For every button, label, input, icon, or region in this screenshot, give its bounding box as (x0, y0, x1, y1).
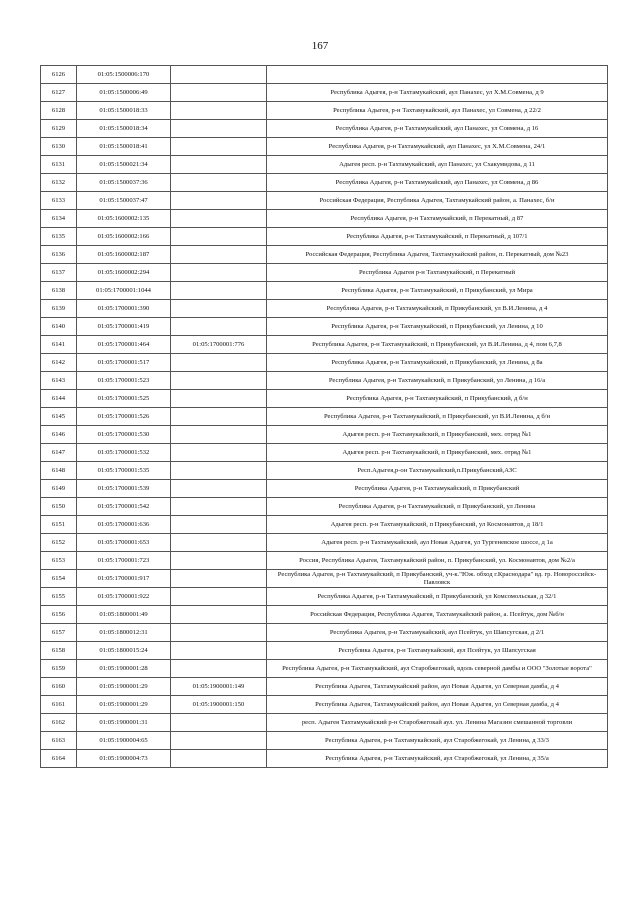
row-number-cell: 6136 (41, 246, 77, 264)
address-cell: Респ.Адыгея,р-он Тахтамукайский,п.Прикубанский,АЗС (267, 462, 608, 480)
table-row (41, 120, 608, 138)
cadastral-number-cell: 01:05:1700001:419 (77, 318, 171, 336)
row-number-cell: 6155 (41, 588, 77, 606)
row-number-cell: 6159 (41, 660, 77, 678)
cadastral-number-cell: 01:05:1700001:530 (77, 426, 171, 444)
address-cell: Республика Адыгея, Тахтамукайский район, аул Новая Адыгея, ул Северная дамба, д 4 (267, 678, 608, 696)
row-number-cell: 6146 (41, 426, 77, 444)
parent-cadastral-cell (171, 408, 267, 426)
address-cell: Адыгея респ. р-н Тахтамукайский, п Прикубанский, мех. отряд №1 (267, 426, 608, 444)
row-number-cell: 6154 (41, 570, 77, 588)
cadastral-number-cell: 01:05:1800012:31 (77, 624, 171, 642)
cadastral-number-cell: 01:05:1700001:532 (77, 444, 171, 462)
parent-cadastral-cell (171, 480, 267, 498)
address-cell: Республика Адыгея, р-н Тахтамукайский, п Прикубанский, ул Ленина, д 10 (267, 318, 608, 336)
row-number-cell: 6142 (41, 354, 77, 372)
parent-cadastral-cell (171, 318, 267, 336)
cadastral-number-cell: 01:05:1500037:36 (77, 174, 171, 192)
parent-cadastral-cell (171, 66, 267, 84)
parent-cadastral-cell (171, 570, 267, 588)
parent-cadastral-cell (171, 174, 267, 192)
cadastral-number-cell: 01:05:1500018:34 (77, 120, 171, 138)
cadastral-number-cell: 01:05:1500006:49 (77, 84, 171, 102)
address-cell: Республика Адыгея, р-н Тахтамукайский, п Прикубанский (267, 480, 608, 498)
row-number-cell: 6164 (41, 750, 77, 768)
row-number-cell: 6158 (41, 642, 77, 660)
address-cell: Республика Адыгея, р-н Тахтамукайский, аул Старобжегокай, вдоль северной дамбы и ООО "Золотые ворота" (267, 660, 608, 678)
row-number-cell: 6127 (41, 84, 77, 102)
table-row (41, 642, 608, 660)
row-number-cell: 6131 (41, 156, 77, 174)
table-row (41, 156, 608, 174)
cadastral-number-cell: 01:05:1600002:187 (77, 246, 171, 264)
parent-cadastral-cell (171, 498, 267, 516)
address-cell: Республика Адыгея, р-н Тахтамукайский, п Прикубанский, ул В.И.Ленина, д 4 (267, 300, 608, 318)
table-row (41, 390, 608, 408)
table-row (41, 84, 608, 102)
cadastral-number-cell: 01:05:1900004:73 (77, 750, 171, 768)
table-row (41, 426, 608, 444)
parent-cadastral-cell (171, 660, 267, 678)
cadastral-number-cell: 01:05:1900001:29 (77, 678, 171, 696)
address-cell: Российская Федерация, Республика Адыгея, Тахтамукайский район, п. Перекатный, дом №23 (267, 246, 608, 264)
parent-cadastral-cell (171, 102, 267, 120)
page-number: 167 (311, 40, 329, 52)
cadastral-number-cell: 01:05:1500037:47 (77, 192, 171, 210)
address-cell: Россия, Республика Адыгея, Тахтамукайский район, п. Прикубанский, ул. Космонавтов, дом №2/а (267, 552, 608, 570)
cadastral-number-cell: 01:05:1900001:28 (77, 660, 171, 678)
table-row (41, 174, 608, 192)
row-number-cell: 6133 (41, 192, 77, 210)
parent-cadastral-cell (171, 354, 267, 372)
parent-cadastral-cell (171, 156, 267, 174)
address-cell: Республика Адыгея, р-н Тахтамукайский, п Прикубанский, ул Мира (267, 282, 608, 300)
table-row (41, 552, 608, 570)
row-number-cell: 6157 (41, 624, 77, 642)
row-number-cell: 6128 (41, 102, 77, 120)
cadastral-number-cell: 01:05:1700001:539 (77, 480, 171, 498)
parent-cadastral-cell (171, 714, 267, 732)
address-cell: Республика Адыгея, р-н Тахтамукайский, п Прикубанский, ул В.И.Ленина, д 4, пом 6,7,8 (267, 336, 608, 354)
parent-cadastral-cell (171, 390, 267, 408)
address-cell: Республика Адыгея, р-н Тахтамукайский, аул Панахес, ул Совмена, д 16 (267, 120, 608, 138)
row-number-cell: 6137 (41, 264, 77, 282)
table-row (41, 588, 608, 606)
address-cell: Республика Адыгея, р-н Тахтамукайский, п Прикубанский, ул Ленина, д 8а (267, 354, 608, 372)
parent-cadastral-cell (171, 372, 267, 390)
cadastral-number-cell: 01:05:1800001:49 (77, 606, 171, 624)
table-row (41, 714, 608, 732)
address-cell: Республика Адыгея, р-н Тахтамукайский, аул Старобжегокай, ул Ленина, д 35/а (267, 750, 608, 768)
table-row (41, 624, 608, 642)
row-number-cell: 6144 (41, 390, 77, 408)
parent-cadastral-cell: 01:05:1700001:776 (171, 336, 267, 354)
cadastral-number-cell: 01:05:1600002:135 (77, 210, 171, 228)
parent-cadastral-cell (171, 624, 267, 642)
parent-cadastral-cell: 01:05:1900001:150 (171, 696, 267, 714)
cadastral-number-cell: 01:05:1700001:464 (77, 336, 171, 354)
table-row (41, 318, 608, 336)
table-row (41, 408, 608, 426)
parent-cadastral-cell (171, 426, 267, 444)
table-row (41, 336, 608, 354)
address-cell: Республика Адыгея, р-н Тахтамукайский, п Прикубанский, уч-к."Юж. обход г.Краснодара" вд. гр. Новороссийск-Павловск (267, 570, 608, 588)
cadastral-number-cell: 01:05:1700001:390 (77, 300, 171, 318)
cadastral-number-cell: 01:05:1500006:170 (77, 66, 171, 84)
row-number-cell: 6130 (41, 138, 77, 156)
cadastral-number-cell: 01:05:1700001:517 (77, 354, 171, 372)
row-number-cell: 6135 (41, 228, 77, 246)
parent-cadastral-cell (171, 588, 267, 606)
table-row (41, 66, 608, 84)
parent-cadastral-cell (171, 552, 267, 570)
cadastral-number-cell: 01:05:1700001:535 (77, 462, 171, 480)
table-row (41, 300, 608, 318)
table-row (41, 138, 608, 156)
row-number-cell: 6163 (41, 732, 77, 750)
address-cell: Адыгея респ. р-н Тахтамукайский, п Прикубанский, ул Космонавтов, д 18/1 (267, 516, 608, 534)
parent-cadastral-cell (171, 534, 267, 552)
address-cell: Республика Адыгея, р-н Тахтамукайский, аул Панахес, ул Совмена, д 22/2 (267, 102, 608, 120)
table-row (41, 498, 608, 516)
table-row (41, 660, 608, 678)
address-cell: Республика Адыгея, р-н Тахтамукайский, п Прикубанский, ул Ленина, д 16/а (267, 372, 608, 390)
row-number-cell: 6152 (41, 534, 77, 552)
row-number-cell: 6149 (41, 480, 77, 498)
parent-cadastral-cell (171, 228, 267, 246)
table-row (41, 696, 608, 714)
row-number-cell: 6138 (41, 282, 77, 300)
row-number-cell: 6150 (41, 498, 77, 516)
table-row (41, 570, 608, 588)
address-cell: Республика Адыгея, Тахтамукайский район, аул Новая Адыгея, ул Северная дамба, д 4 (267, 696, 608, 714)
table-row (41, 192, 608, 210)
address-cell: Российская Федерация, Республика Адыгея, Тахтамукайский район, а. Псейтук, дом №б/н (267, 606, 608, 624)
table-row (41, 732, 608, 750)
address-cell: Республика Адыгея, р-н Тахтамукайский, аул Панахес, ул Совмена, д 86 (267, 174, 608, 192)
cadastral-number-cell: 01:05:1700001:636 (77, 516, 171, 534)
address-cell: Республика Адыгея, р-н Тахтамукайский, п Прикубанский, ул В.И.Ленина, д б/н (267, 408, 608, 426)
table-row (41, 282, 608, 300)
parent-cadastral-cell (171, 300, 267, 318)
table-row (41, 750, 608, 768)
address-cell: Российская Федерация, Республика Адыгея, Тахтамукайский район, а. Панахес, б/н (267, 192, 608, 210)
address-cell: Республика Адыгея, р-н Тахтамукайский, п Перекатный, д 107/1 (267, 228, 608, 246)
parent-cadastral-cell (171, 138, 267, 156)
row-number-cell: 6134 (41, 210, 77, 228)
cadastral-number-cell: 01:05:1700001:922 (77, 588, 171, 606)
table-row (41, 264, 608, 282)
parent-cadastral-cell (171, 282, 267, 300)
parent-cadastral-cell (171, 210, 267, 228)
registry-table-body (41, 66, 608, 768)
cadastral-number-cell: 01:05:1700001:917 (77, 570, 171, 588)
parent-cadastral-cell: 01:05:1900001:149 (171, 678, 267, 696)
address-cell: Республика Адыгея, р-н Тахтамукайский, аул Псейтук, ул Шапсугская, д 2/1 (267, 624, 608, 642)
cadastral-number-cell: 01:05:1700001:525 (77, 390, 171, 408)
cadastral-number-cell: 01:05:1900004:65 (77, 732, 171, 750)
table-row (41, 444, 608, 462)
cadastral-number-cell: 01:05:1700001:523 (77, 372, 171, 390)
cadastral-number-cell: 01:05:1700001:653 (77, 534, 171, 552)
row-number-cell: 6132 (41, 174, 77, 192)
address-cell: Республика Адыгея, р-н Тахтамукайский, аул Старобжегокай, ул Ленина, д 33/3 (267, 732, 608, 750)
table-row (41, 534, 608, 552)
parent-cadastral-cell (171, 84, 267, 102)
cadastral-number-cell: 01:05:1700001:526 (77, 408, 171, 426)
parent-cadastral-cell (171, 606, 267, 624)
address-cell: Республика Адыгея р-н Тахтамукайский, п Перекатный (267, 264, 608, 282)
cadastral-number-cell: 01:05:1500021:34 (77, 156, 171, 174)
address-cell: Республика Адыгея, р-н Тахтамукайский, п Перекатный, д 87 (267, 210, 608, 228)
table-row (41, 516, 608, 534)
table-row (41, 210, 608, 228)
row-number-cell: 6139 (41, 300, 77, 318)
row-number-cell: 6162 (41, 714, 77, 732)
cadastral-number-cell: 01:05:1600002:166 (77, 228, 171, 246)
cadastral-number-cell: 01:05:1700001:1044 (77, 282, 171, 300)
table-row (41, 354, 608, 372)
row-number-cell: 6147 (41, 444, 77, 462)
cadastral-number-cell: 01:05:1700001:723 (77, 552, 171, 570)
table-row (41, 678, 608, 696)
parent-cadastral-cell (171, 264, 267, 282)
parent-cadastral-cell (171, 642, 267, 660)
address-cell: Республика Адыгея, р-н Тахтамукайский, аул Псейтук, ул Шапсугская (267, 642, 608, 660)
row-number-cell: 6153 (41, 552, 77, 570)
parent-cadastral-cell (171, 750, 267, 768)
row-number-cell: 6156 (41, 606, 77, 624)
table-row (41, 462, 608, 480)
parent-cadastral-cell (171, 462, 267, 480)
address-cell: Адыгея респ. р-н Тахтамукайский, аул Новая Адыгея, ул Тургеневское шоссе, д 1а (267, 534, 608, 552)
parent-cadastral-cell (171, 516, 267, 534)
address-cell: Республика Адыгея, р-н Тахтамукайский, аул Панахес, ул Х.М.Совмена, д 9 (267, 84, 608, 102)
cadastral-number-cell: 01:05:1600002:294 (77, 264, 171, 282)
row-number-cell: 6160 (41, 678, 77, 696)
row-number-cell: 6145 (41, 408, 77, 426)
table-row (41, 480, 608, 498)
parent-cadastral-cell (171, 192, 267, 210)
parent-cadastral-cell (171, 444, 267, 462)
table-row (41, 246, 608, 264)
table-row (41, 372, 608, 390)
address-cell: Адыгея респ. р-н Тахтамукайский, аул Панахес, ул Схакумидова, д 11 (267, 156, 608, 174)
cadastral-number-cell: 01:05:1500018:41 (77, 138, 171, 156)
address-cell: Республика Адыгея, р-н Тахтамукайский, п Прикубанский, д б/н (267, 390, 608, 408)
row-number-cell: 6126 (41, 66, 77, 84)
registry-table (40, 65, 608, 768)
table-row (41, 606, 608, 624)
address-cell: Республика Адыгея, р-н Тахтамукайский, п Прикубанский, ул Комсомольская, д 32/1 (267, 588, 608, 606)
address-cell: Республика Адыгея, р-н Тахтамукайский, аул Панахес, ул Х.М.Совмена, 24/1 (267, 138, 608, 156)
parent-cadastral-cell (171, 246, 267, 264)
address-cell: Адыгея респ. р-н Тахтамукайский, п Прикубанский, мех. отряд №1 (267, 444, 608, 462)
address-cell: респ. Адыгея Тахтамукайский р-н Старобжегокай аул. ул. Ленина Магазин смешанной торговли (267, 714, 608, 732)
row-number-cell: 6140 (41, 318, 77, 336)
cadastral-number-cell: 01:05:1800015:24 (77, 642, 171, 660)
row-number-cell: 6148 (41, 462, 77, 480)
address-cell: Республика Адыгея, р-н Тахтамукайский, п Прикубанский, ул Ленина (267, 498, 608, 516)
address-cell (267, 66, 608, 84)
cadastral-number-cell: 01:05:1700001:542 (77, 498, 171, 516)
row-number-cell: 6141 (41, 336, 77, 354)
row-number-cell: 6161 (41, 696, 77, 714)
parent-cadastral-cell (171, 732, 267, 750)
row-number-cell: 6129 (41, 120, 77, 138)
row-number-cell: 6151 (41, 516, 77, 534)
table-row (41, 102, 608, 120)
table-row (41, 228, 608, 246)
cadastral-number-cell: 01:05:1900001:31 (77, 714, 171, 732)
cadastral-number-cell: 01:05:1500018:33 (77, 102, 171, 120)
parent-cadastral-cell (171, 120, 267, 138)
row-number-cell: 6143 (41, 372, 77, 390)
cadastral-number-cell: 01:05:1900001:29 (77, 696, 171, 714)
